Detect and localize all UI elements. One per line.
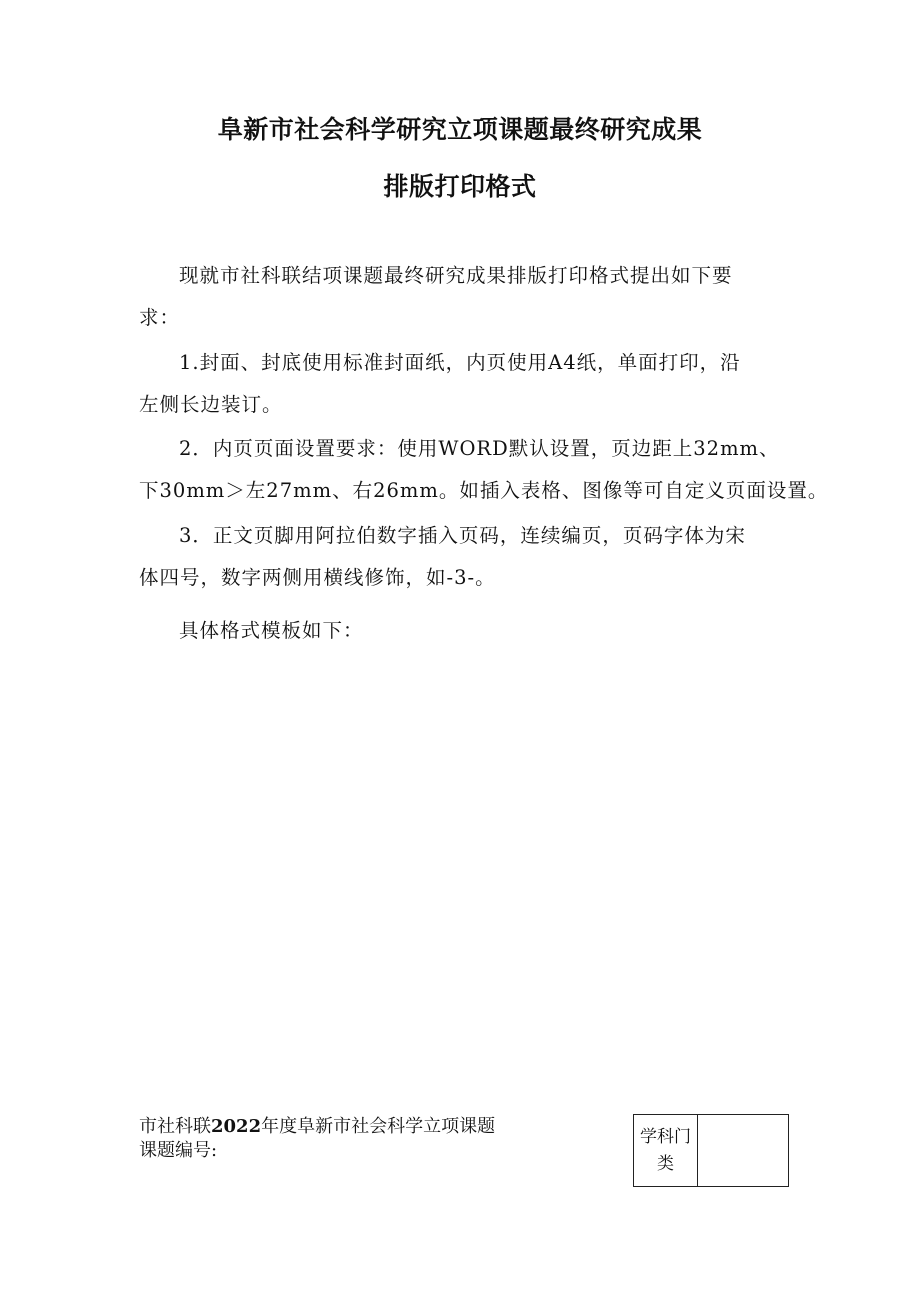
requirement-1-line-1: 1.封面、封底使用标准封面纸，内页使用A4纸，单面打印，沿: [179, 351, 741, 374]
project-number-label: 课题编号:: [139, 1140, 218, 1161]
intro-paragraph-line-2: 求：: [139, 306, 181, 329]
requirement-2-line-2: 下30mm＞左27mm、右26mm。如插入表格、图像等可自定义页面设置。: [139, 479, 829, 502]
template-intro-label: 具体格式模板如下：: [179, 619, 364, 642]
subject-category-table: [633, 1114, 789, 1187]
title-line-1: 阜新市社会科学研究立项课题最终研究成果: [217, 115, 703, 144]
title-line-2: 排版打印格式: [383, 172, 537, 201]
requirement-2-line-1: 2．内页页面设置要求：使用WORD默认设置，页边距上32mm、: [179, 437, 780, 460]
footer-org-prefix: 市社科联: [139, 1116, 211, 1137]
intro-paragraph-line-1: 现就市社科联结项课题最终研究成果排版打印格式提出如下要: [179, 264, 733, 287]
requirement-3-line-2: 体四号，数字两侧用横线修饰，如-3-。: [139, 566, 496, 589]
requirement-1-line-2: 左侧长边装订。: [139, 393, 283, 416]
footer-org-suffix: 年度阜新市社会科学立项课题: [261, 1116, 496, 1137]
subject-category-label: 学科门类: [634, 1115, 698, 1186]
footer-organization-line: [139, 1116, 495, 1138]
requirement-3-line-1: 3．正文页脚用阿拉伯数字插入页码，连续编页，页码字体为宋: [179, 524, 746, 547]
footer-year: 2022: [211, 1116, 262, 1137]
subject-category-value: [698, 1115, 788, 1186]
